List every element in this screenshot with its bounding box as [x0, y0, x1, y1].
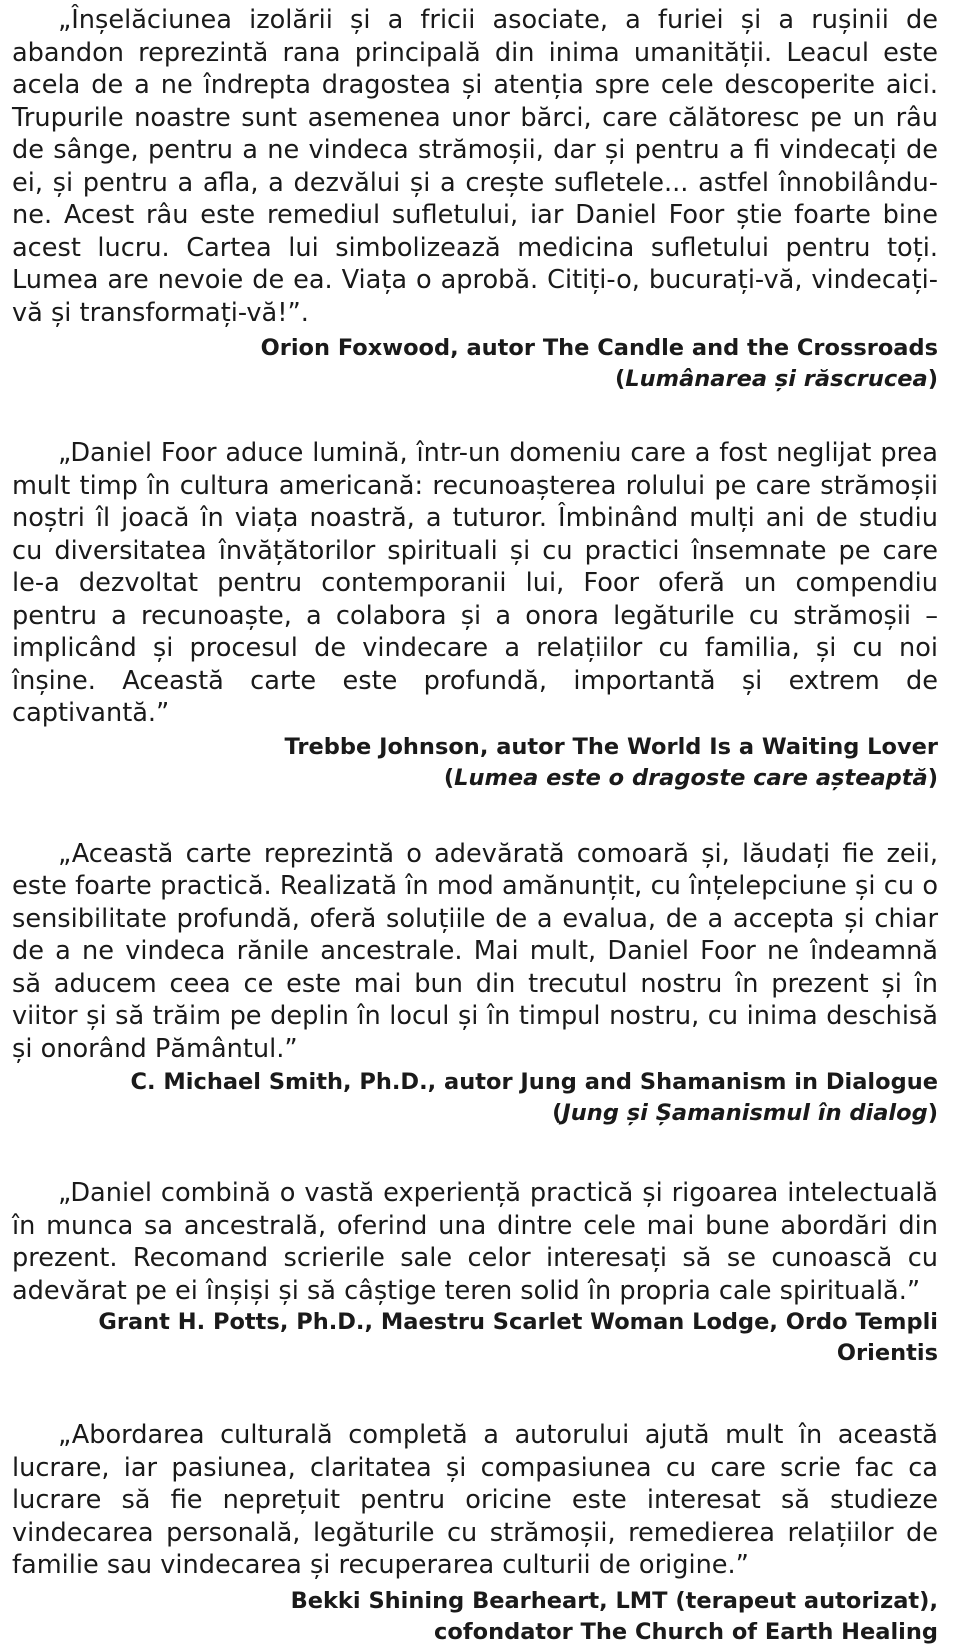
attribution-translation-line	[12, 763, 938, 794]
attribution-author-line-2: cofondator The Church of Earth Healing	[434, 1618, 938, 1645]
attribution-author: Trebbe Johnson, autor The World Is a Waiting Lover	[284, 733, 938, 760]
title-translation: Lumânarea și răscrucea	[625, 366, 928, 392]
testimonial-quote: „Daniel combină o vastă experiență practică și rigoarea intelectuală în munca sa ancestrală, oferind una dintre cele mai bune abordări din prezent. Recomand scrierile sale celor interesați să se cunoască cu adevărat pe ei înșiși și să câștige teren solid în propria cale spirituală.”	[12, 1178, 938, 1306]
paren-open: (	[615, 366, 626, 392]
attribution-author: Grant H. Potts, Ph.D., Maestru Scarlet Woman Lodge, Ordo Templi Orientis	[98, 1309, 938, 1366]
testimonial-3	[12, 838, 938, 1130]
attribution-translation-line	[12, 1098, 938, 1129]
testimonial-quote: „Abordarea culturală completă a autorului ajută mult în această lucrare, iar pasiunea, claritatea și compasiunea cu care scrie fac ca lucrare să fie neprețuit pentru oricine este interesat să studieze vindecarea personală, legăturile cu strămoșii, remedierea relațiilor de familie sau vindecarea și recuperarea culturii de origine.”	[12, 1420, 938, 1580]
title-translation: Lumea este o dragoste care așteaptă	[454, 764, 928, 791]
paren-close: )	[927, 366, 938, 392]
testimonial-4	[12, 1177, 938, 1369]
testimonial-quote: „Această carte reprezintă o adevărată comoară și, lăudați fie zeii, este foarte practică. Realizată în mod amănunțit, cu înțelepciune și cu o sensibilitate profundă, oferă soluțiile de a evalua, de a accepta și chiar de a ne vindeca rănile ancestrale. Mai mult, Daniel Foor ne îndeamnă să aducem ceea ce este mai bun din trecutul nostru în prezent și în viitor și să trăim pe deplin în locul și în timpul nostru, cu inima deschisă și onorând Pământul.”	[12, 838, 938, 1064]
title-translation: Jung și Șamanismul în dialog	[562, 1100, 928, 1126]
testimonial-attribution	[12, 1067, 938, 1129]
testimonial-1	[12, 4, 938, 395]
testimonial-attribution	[12, 1307, 938, 1369]
paren-close: )	[927, 764, 938, 791]
attribution-author: C. Michael Smith, Ph.D., autor Jung and Shamanism in Dialogue	[130, 1069, 938, 1095]
testimonial-attribution	[12, 1586, 938, 1648]
attribution-author: Bekki Shining Bearheart, LMT (terapeut autorizat),	[290, 1587, 938, 1614]
paren-open: (	[552, 1100, 563, 1126]
attribution-translation-line	[12, 364, 938, 395]
testimonial-quote: „Înșelăciunea izolării și a fricii asociate, a furiei și a rușinii de abandon reprezintă rana principală din inima umanității. Leacul este acela de a ne îndrepta dragostea și atenția spre cele descoperite aici. Trupurile noastre sunt asemenea unor bărci, care călătoresc pe un râu de sânge, pentru a ne vindeca strămoșii, dar și pentru a fi vindecați de ei, și pentru a afla, a dezvălui și a crește sufletele... astfel înnobilându-ne. Acest râu este remediul sufletului, iar Daniel Foor știe foarte bine acest lucru. Cartea lui simbolizează medicina sufletului pentru toți. Lumea are nevoie de ea. Viața o aprobă. Citiți-o, bucurați-vă, vindecați-vă și transformați-vă!”.	[12, 5, 938, 328]
testimonial-attribution	[12, 333, 938, 395]
testimonial-2	[12, 437, 938, 794]
testimonial-5	[12, 1419, 938, 1648]
testimonial-attribution	[12, 732, 938, 794]
paren-open: (	[443, 764, 455, 791]
paren-close: )	[927, 1100, 938, 1126]
testimonial-quote: „Daniel Foor aduce lumină, într-un domeniu care a fost neglijat prea mult timp în cultura americană: recunoașterea rolului pe care strămoșii noștri îl joacă în viața noastră, a tuturor. Îmbinând mulți ani de studiu cu diversitatea învățătorilor spirituali și cu practici însemnate pe care le-a dezvoltat pentru contemporanii lui, Foor oferă un compendiu pentru a recunoaște, a colabora și a onora legăturile cu strămoșii – implicând și procesul de vindecare a relațiilor cu familia, și cu noi înșine. Această carte este profundă, importantă și extrem de captivantă.”	[12, 438, 938, 728]
attribution-author: Orion Foxwood, autor The Candle and the Crossroads	[260, 335, 938, 361]
